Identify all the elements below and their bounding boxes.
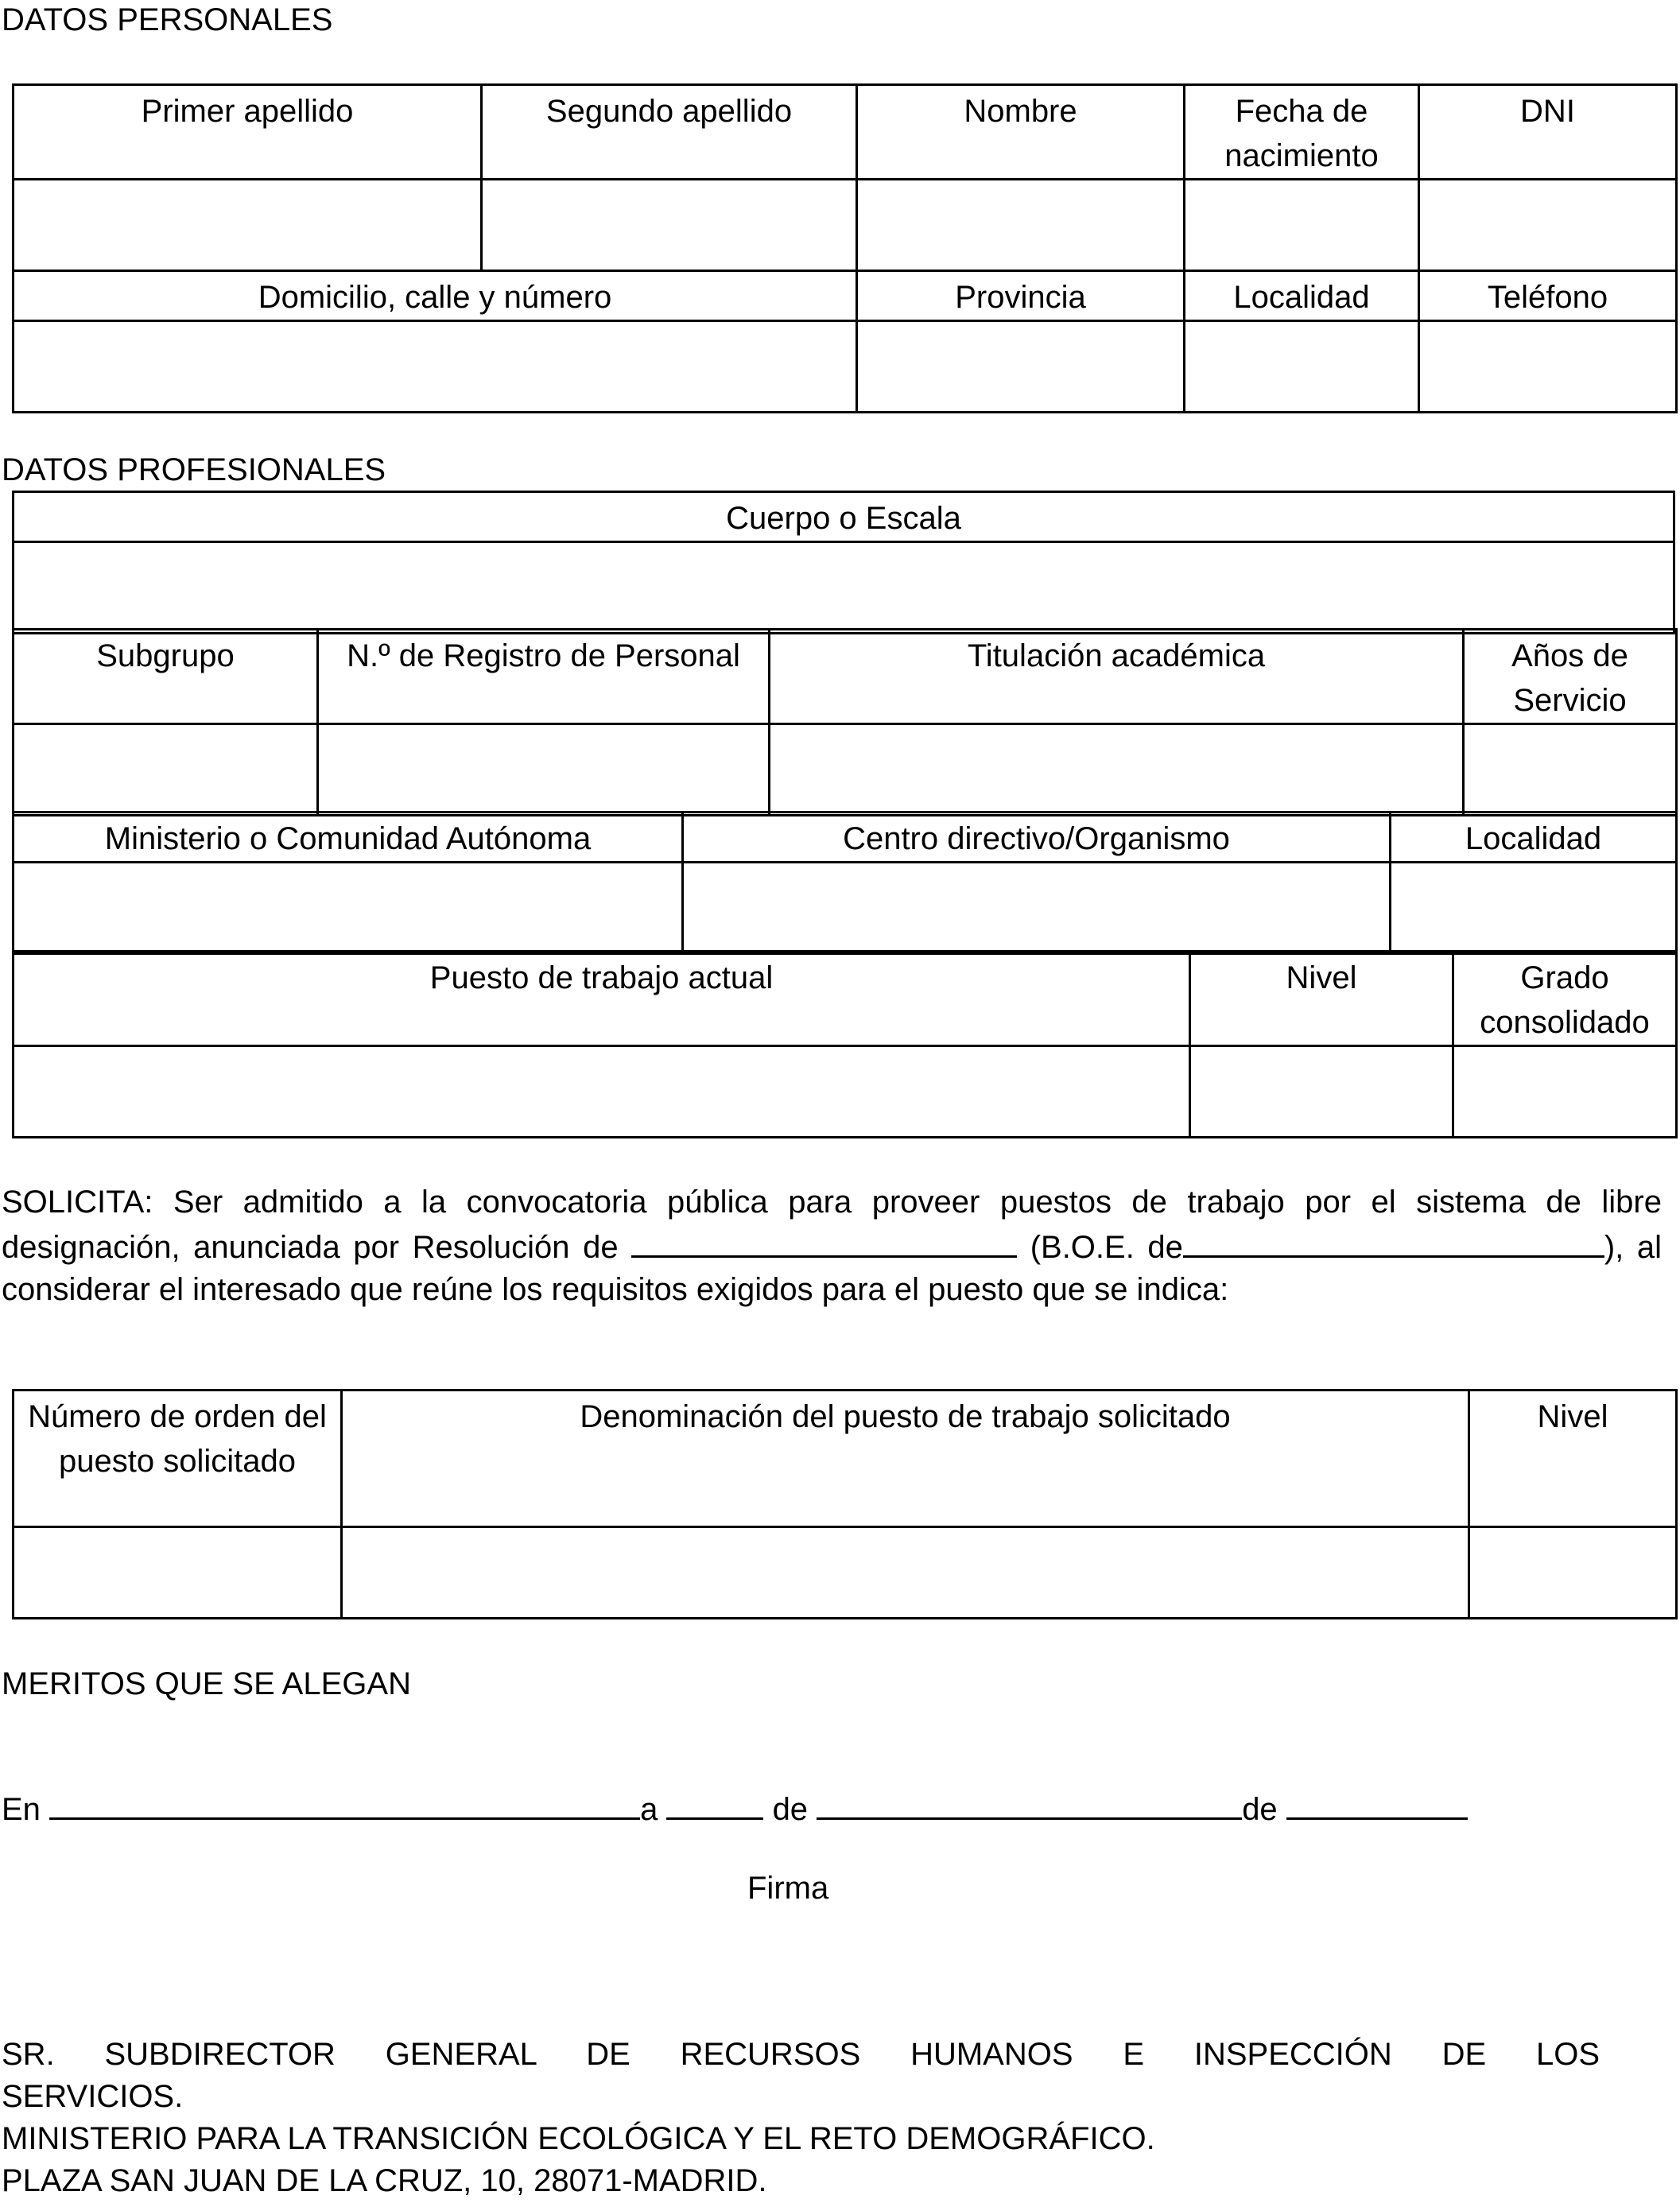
registry-number-field[interactable]: [318, 724, 770, 816]
requested-position-table: [12, 1389, 1678, 1619]
header-province: Provincia: [857, 271, 1185, 321]
month-blank[interactable]: [817, 1786, 1242, 1820]
position-level-field[interactable]: [1469, 1527, 1677, 1619]
consolidated-grade-field[interactable]: [1453, 1046, 1677, 1138]
header-ministry: Ministerio o Comunidad Autónoma: [14, 813, 683, 863]
header-first-surname: Primer apellido: [14, 85, 482, 180]
phone-field[interactable]: [1419, 321, 1677, 413]
header-birth-date: Fecha de nacimiento: [1185, 85, 1419, 180]
work-locality-field[interactable]: [1391, 863, 1677, 954]
ministry-field[interactable]: [14, 863, 683, 954]
request-text-3: ), al considerar el interesado que reúne los requisitos exigidos para el puesto que se indica:: [2, 1230, 1662, 1307]
cuerpo-table: [12, 491, 1675, 634]
years-service-field[interactable]: [1464, 724, 1677, 816]
subgroup-field[interactable]: [14, 724, 318, 816]
header-phone: Teléfono: [1419, 271, 1677, 321]
header-years-service: Años de Servicio: [1464, 630, 1677, 724]
header-level: Nivel: [1190, 952, 1453, 1046]
address-field[interactable]: [14, 321, 857, 413]
ministry-table: [12, 811, 1678, 955]
date-en-label: En: [2, 1792, 41, 1827]
name-field[interactable]: [857, 180, 1185, 271]
date-de-label-1: de: [772, 1792, 809, 1827]
header-work-locality: Localidad: [1391, 813, 1677, 863]
addressee-line-1: SR. SUBDIRECTOR GENERAL DE RECURSOS HUMANOS E INSPECCIÓN DE LOS: [2, 2037, 1600, 2072]
header-position-level: Nivel: [1469, 1391, 1677, 1527]
day-blank[interactable]: [666, 1786, 763, 1820]
date-de-label-2: de: [1242, 1792, 1278, 1827]
header-dni: DNI: [1419, 85, 1677, 180]
first-surname-field[interactable]: [14, 180, 482, 271]
birth-date-field[interactable]: [1185, 180, 1419, 271]
position-name-field[interactable]: [342, 1527, 1469, 1619]
addressee-line-3: MINISTERIO PARA LA TRANSICIÓN ECOLÓGICA Y EL RETO DEMOGRÁFICO.: [2, 2121, 1155, 2156]
date-a-label: a: [640, 1792, 658, 1827]
year-blank[interactable]: [1286, 1786, 1468, 1820]
header-subgroup: Subgrupo: [14, 630, 318, 724]
cuerpo-field[interactable]: [14, 542, 1674, 634]
addressee-block: [2, 2034, 1600, 2202]
professional-data-heading: DATOS PROFESIONALES: [2, 452, 386, 487]
header-name: Nombre: [857, 85, 1185, 180]
second-surname-field[interactable]: [482, 180, 857, 271]
dni-field[interactable]: [1419, 180, 1677, 271]
order-number-field[interactable]: [14, 1527, 342, 1619]
directive-center-field[interactable]: [683, 863, 1391, 954]
header-position-name: Denominación del puesto de trabajo solicitado: [342, 1391, 1469, 1527]
subgroup-table: [12, 628, 1678, 816]
degree-field[interactable]: [770, 724, 1464, 816]
header-degree: Titulación académica: [770, 630, 1464, 724]
signature-label: Firma: [747, 1871, 829, 1906]
current-post-table: [12, 950, 1678, 1138]
request-text-2: (B.O.E. de: [1030, 1230, 1183, 1265]
merits-heading: MERITOS QUE SE ALEGAN: [2, 1666, 411, 1701]
header-order-number: Número de orden del puesto solicitado: [14, 1391, 342, 1527]
header-address: Domicilio, calle y número: [14, 271, 857, 321]
header-second-surname: Segundo apellido: [482, 85, 857, 180]
date-line: [2, 1786, 1468, 1829]
locality-field[interactable]: [1185, 321, 1419, 413]
header-registry-number: N.º de Registro de Personal: [318, 630, 770, 724]
addressee-line-2: SERVICIOS.: [2, 2079, 184, 2114]
header-cuerpo: Cuerpo o Escala: [14, 492, 1674, 542]
level-field[interactable]: [1190, 1046, 1453, 1138]
resolution-date-blank[interactable]: [631, 1224, 1017, 1258]
personal-data-heading: DATOS PERSONALES: [2, 2, 333, 37]
header-locality: Localidad: [1185, 271, 1419, 321]
place-blank[interactable]: [49, 1786, 640, 1820]
request-text-1: SOLICITA: Ser admitido a la convocatoria pública para proveer puestos de trabajo por el sistema de libre designación, anunciada por Resolución de: [2, 1185, 1662, 1265]
boe-date-blank[interactable]: [1183, 1224, 1604, 1258]
request-paragraph: [2, 1181, 1662, 1311]
personal-data-table: [12, 83, 1678, 413]
header-current-post: Puesto de trabajo actual: [14, 952, 1190, 1046]
addressee-line-4: PLAZA SAN JUAN DE LA CRUZ, 10, 28071-MADRID.: [2, 2163, 767, 2198]
header-consolidated-grade: Grado consolidado: [1453, 952, 1677, 1046]
province-field[interactable]: [857, 321, 1185, 413]
header-directive-center: Centro directivo/Organismo: [683, 813, 1391, 863]
current-post-field[interactable]: [14, 1046, 1190, 1138]
